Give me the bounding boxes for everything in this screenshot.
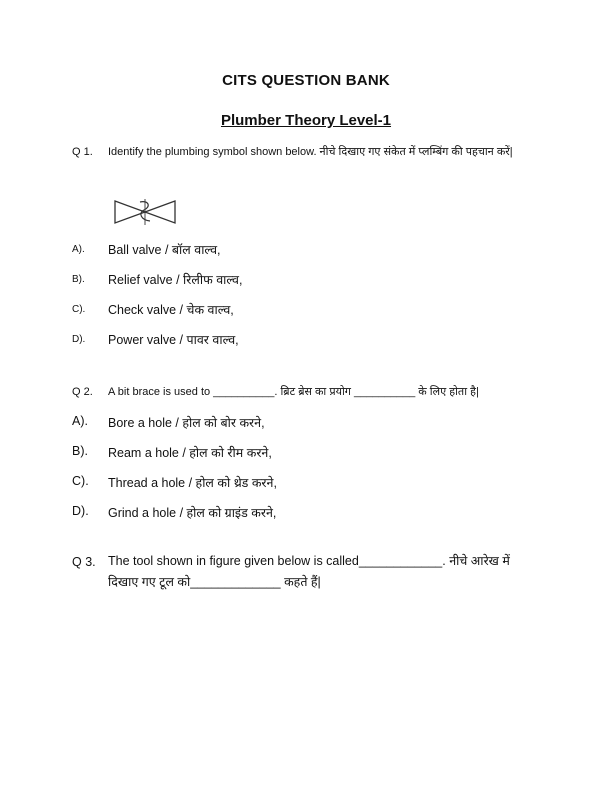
q1-option-d-label: D). xyxy=(72,334,86,345)
valve-symbol-icon xyxy=(113,198,177,226)
q1-option-a-label: A). xyxy=(72,244,85,255)
question-1-text: Identify the plumbing symbol shown below. नीचे दिखाए गए संकेत में प्लम्बिंग की पहचान करें| xyxy=(108,146,513,158)
q1-option-d-text: Power valve / पावर वाल्व, xyxy=(108,333,239,347)
question-2-text: A bit brace is used to __________. ब्रिट ब्रेस का प्रयोग __________ के लिए होता है| xyxy=(108,386,479,398)
q2-option-d-label: D). xyxy=(72,504,89,518)
q2-option-a-text: Bore a hole / होल को बोर करने, xyxy=(108,416,265,430)
question-3-text: The tool shown in figure given below is called____________. नीचे आरेख में दिखाए गए टूल को_____________ कहते हैं| xyxy=(108,554,510,589)
question-3-number: Q 3. xyxy=(72,555,96,569)
q2-option-b-label: B). xyxy=(72,444,88,458)
q1-option-c-label: C). xyxy=(72,304,86,315)
q2-option-c-text: Thread a hole / होल को थ्रेड करने, xyxy=(108,476,277,490)
q1-option-b-label: B). xyxy=(72,274,85,285)
q2-option-a-label: A). xyxy=(72,414,88,428)
question-1-number: Q 1. xyxy=(72,146,93,158)
q1-option-c-text: Check valve / चेक वाल्व, xyxy=(108,303,234,317)
q1-option-b-text: Relief valve / रिलीफ वाल्व, xyxy=(108,273,243,287)
question-2-number: Q 2. xyxy=(72,386,93,398)
q2-option-b-text: Ream a hole / होल को रीम करने, xyxy=(108,446,272,460)
document-subtitle: Plumber Theory Level-1 xyxy=(220,112,392,129)
q2-option-c-label: C). xyxy=(72,474,89,488)
q1-option-a-text: Ball valve / बॉल वाल्व, xyxy=(108,243,221,257)
document-title: CITS QUESTION BANK xyxy=(222,72,390,89)
q2-option-d-text: Grind a hole / होल को ग्राइंड करने, xyxy=(108,506,277,520)
